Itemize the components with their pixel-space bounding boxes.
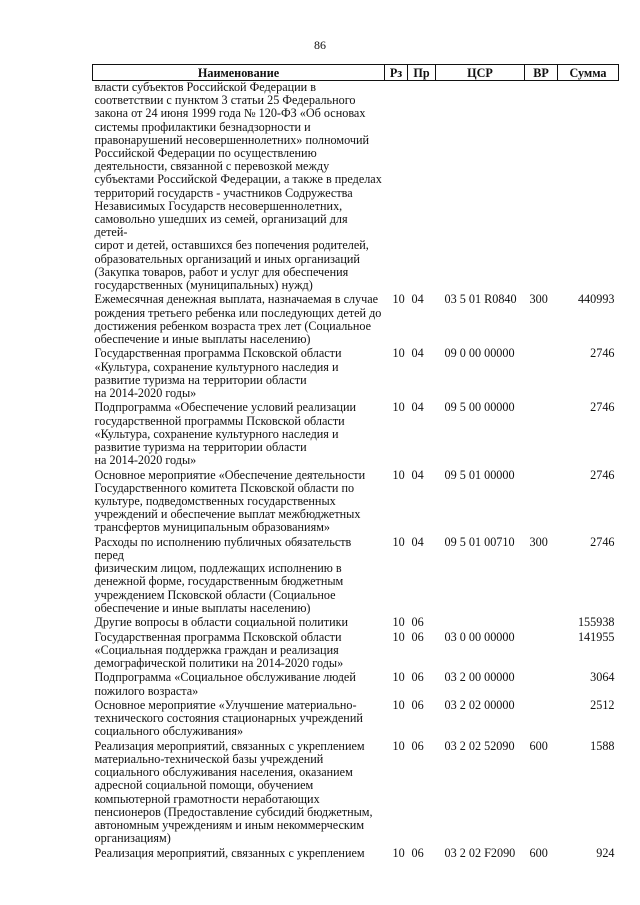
row-name: власти субъектов Российской Федерации в соответствии с пунктом 3 статьи 25 Федерального закона от 24 июня 1999 года № 120-ФЗ «Об основах системы профилактики безнадзорности и правонарушений несовершеннолетних» полномочий Российской Федерации по осуществлению деятельности, связанной с перевозкой между субъектами Российской Федерации, а также в пределах территорий государств - участников Содружества Независимых Государств несовершеннолетних, самовольно ушедших из семей, организаций для детей- сирот и детей, оставшихся без попечения родителей, образовательных организаций и иных организаций (Закупка товаров, работ и услуг для обеспечения государственных (муниципальных) нужд) [94,80,382,293]
row-pr: 04 [411,400,424,415]
row-csr: 03 5 01 R0840 [444,292,517,307]
row-csr: 03 2 02 00000 [444,698,515,713]
row-pr: 06 [411,738,424,753]
table-row [93,401,619,468]
row-sum: 2746 [590,467,615,482]
header-vr: ВР [525,65,558,81]
row-pr: 06 [411,615,424,630]
row-name: Основное мероприятие «Улучшение материально- технического состояния стационарных учреждений социального обслуживания» [94,698,363,739]
row-rz: 10 [392,467,405,482]
table-body [93,81,619,860]
row-rz: 10 [392,400,405,415]
table-row [93,81,619,294]
row-pr: 04 [411,467,424,482]
row-name: Реализация мероприятий, связанных с укреплением материально-технической базы учреждений социального обслуживания населения, оказанием адресной социальной помощи, обучением компьютерной грамотности неработающих пенсионеров (Предоставление субсидий бюджетным, автономным учреждениям и иным некоммерческим организациям) [94,738,373,846]
table-row [93,740,619,847]
table-row [93,616,619,630]
table-row [93,347,619,401]
row-pr: 06 [411,698,424,713]
row-csr: 03 2 00 00000 [444,670,515,685]
row-csr: 09 5 01 00710 [444,534,515,549]
row-name: Другие вопросы в области социальной политики [94,615,349,630]
row-csr [436,616,525,630]
row-sum: 3064 [590,670,615,685]
row-sum: 2512 [590,698,615,713]
row-rz: 10 [392,698,405,713]
header-pr: Пр [408,65,436,81]
row-sum: 2746 [590,534,615,549]
row-csr: 09 0 00 00000 [444,346,515,361]
row-sum [558,81,619,294]
row-csr: 03 2 02 F2090 [444,845,516,860]
row-vr [525,631,558,672]
row-rz: 10 [392,292,405,307]
row-pr: 04 [411,534,424,549]
row-name: Расходы по исполнению публичных обязательств перед физическим лицом, подлежащих исполнению в денежной форме, государственным бюджетным учреждением Псковской области (Социальное обеспечение и иные выплаты населению) [94,534,352,615]
row-rz: 10 [392,738,405,753]
header-row [93,65,619,81]
row-vr [525,81,558,294]
table-header [93,65,619,81]
row-vr [525,671,558,699]
row-vr: 300 [529,534,548,549]
row-sum: 2746 [590,346,615,361]
row-pr: 04 [411,292,424,307]
row-pr: 06 [411,629,424,644]
header-sum: Сумма [558,65,619,81]
row-pr [408,81,436,294]
header-name: Наименование [93,65,385,81]
row-csr: 03 2 02 52090 [444,738,515,753]
row-vr [525,616,558,630]
row-name: Реализация мероприятий, связанных с укреплением [94,845,365,860]
row-csr: 09 5 01 00000 [444,467,515,482]
row-vr [525,347,558,401]
header-rz: Рз [385,65,408,81]
table-row [93,699,619,740]
table-row [93,469,619,536]
row-name: Государственная программа Псковской области «Культура, сохранение культурного наследия и развитие туризма на территории области на 2014-2020 годы» [94,346,342,401]
table-row [93,536,619,616]
row-name: Ежемесячная денежная выплата, назначаемая в случае рождения третьего ребенка или последующих детей до достижения ребенком возраста трех лет (Социальное обеспечение и иные выплаты населению) [94,292,382,347]
row-name: Основное мероприятие «Обеспечение деятельности Государственного комитета Псковской области по культуре, подведомственных государственных учреждений и обеспечение выплат межбюджетных трансфертов муниципальным образованиям» [94,467,366,535]
row-sum: 440993 [577,292,615,307]
row-csr [436,81,525,294]
row-sum: 924 [596,845,615,860]
row-vr: 300 [529,292,548,307]
row-name: Государственная программа Псковской области «Социальная поддержка граждан и реализация демографической политики на 2014-2020 годы» [94,629,344,671]
row-rz: 10 [392,534,405,549]
row-vr [525,469,558,536]
table-row [93,293,619,347]
row-name: Подпрограмма «Обеспечение условий реализации государственной программы Псковской области «Культура, сохранение культурного наследия и развитие туризма на территории области на 2014-2020 годы» [94,400,357,468]
row-rz [385,81,408,294]
row-pr: 04 [411,346,424,361]
row-rz: 10 [392,670,405,685]
row-rz: 10 [392,629,405,644]
row-sum: 2746 [590,400,615,415]
budget-table [92,64,619,860]
table-row [93,847,619,860]
row-sum: 1588 [590,738,615,753]
header-csr: ЦСР [436,65,525,81]
row-pr: 06 [411,670,424,685]
row-rz: 10 [392,346,405,361]
row-vr: 600 [529,738,548,753]
row-name: Подпрограмма «Социальное обслуживание людей пожилого возраста» [94,670,356,698]
row-rz: 10 [392,845,405,860]
row-sum: 155938 [577,615,615,630]
row-pr: 06 [411,845,424,860]
row-csr: 09 5 00 00000 [444,400,515,415]
row-vr [525,401,558,468]
page-number: 86 [314,38,326,52]
row-csr: 03 0 00 00000 [444,629,515,644]
row-vr: 600 [529,845,548,860]
row-rz: 10 [392,615,405,630]
row-sum: 141955 [577,629,615,644]
row-vr [525,699,558,740]
table-row [93,671,619,699]
table-row [93,631,619,672]
